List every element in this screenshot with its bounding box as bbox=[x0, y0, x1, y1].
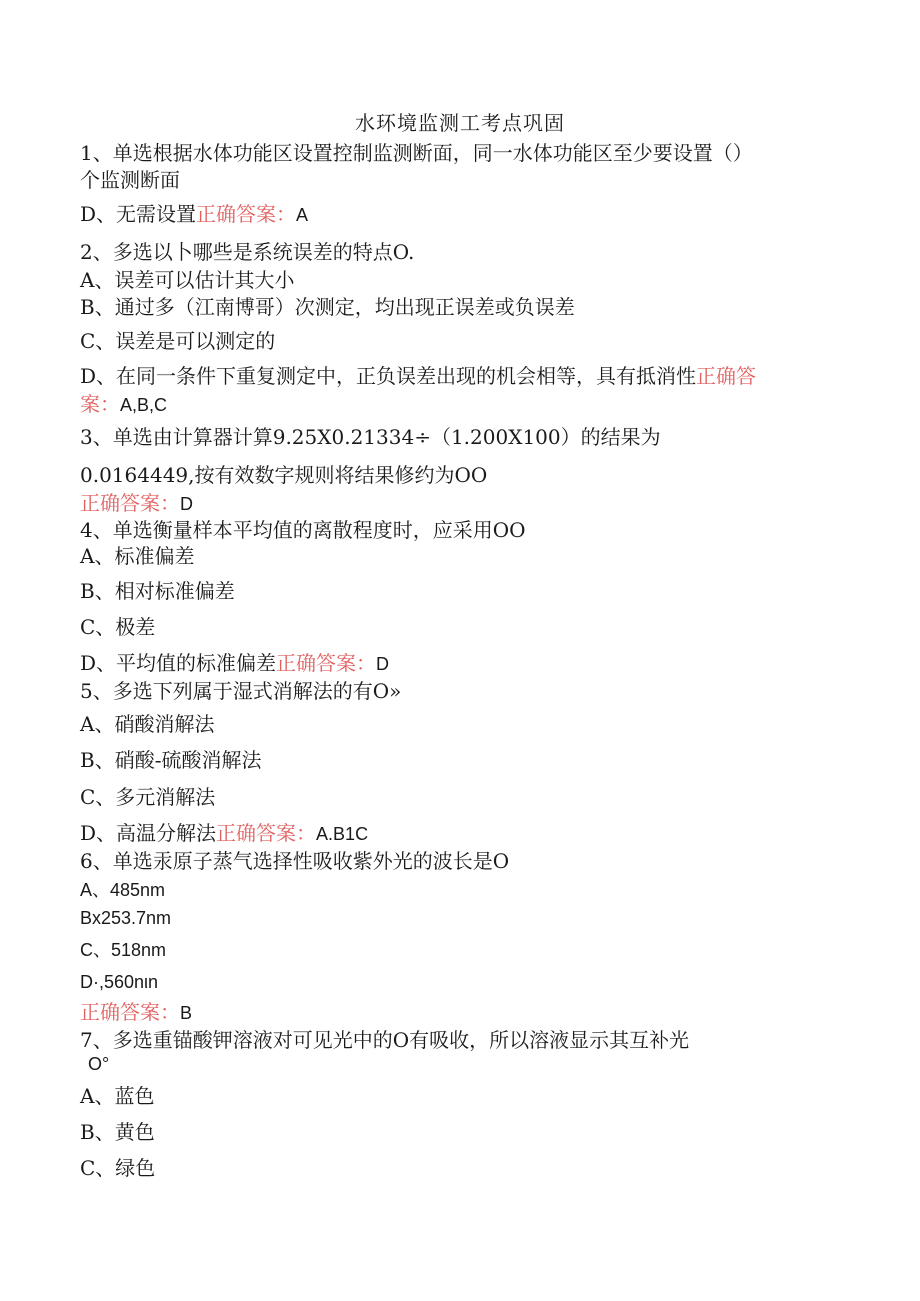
question-2-option-c: C、误差是可以测定的 bbox=[80, 329, 276, 353]
question-1-stem: 1、单选根据水体功能区设置控制监测断面，同一水体功能区至少要设置（） bbox=[80, 141, 753, 165]
answer-value: A,B,C bbox=[120, 395, 168, 415]
question-2-stem: 2、多选以卜哪些是系统误差的特点O. bbox=[80, 240, 415, 264]
answer-value: D bbox=[180, 494, 193, 514]
question-7-stem-cont: O° bbox=[88, 1054, 110, 1074]
question-5-option-a: A、硝酸消解法 bbox=[80, 712, 215, 736]
question-5-option-d bbox=[80, 820, 820, 848]
option-text: D、高温分解法 bbox=[80, 821, 217, 845]
question-6-option-b: Bx253.7nm bbox=[80, 908, 172, 928]
option-text: D、在同一条件下重复测定中，正负误差出现的机会相等，具有抵消性 bbox=[80, 364, 697, 388]
answer-label: 正确答案： bbox=[216, 821, 317, 845]
question-4-option-a: A、标准偏差 bbox=[80, 544, 195, 568]
question-6-option-a: A、485nm bbox=[80, 880, 166, 900]
answer-label-part2: 案： bbox=[80, 392, 120, 416]
question-3-answer bbox=[80, 490, 820, 518]
answer-value: D bbox=[376, 654, 390, 674]
question-7-option-b: B、黄色 bbox=[80, 1120, 155, 1144]
option-text: D、无需设置 bbox=[80, 202, 197, 226]
question-5-stem: 5、多选下列属于湿式消解法的有O» bbox=[80, 679, 402, 703]
question-6-stem: 6、单选汞原子蒸气选择性吸收紫外光的波长是O bbox=[80, 849, 510, 873]
answer-label: 正确答案： bbox=[276, 651, 377, 675]
question-4-stem: 4、单选衡量样本平均值的离散程度时，应采用OO bbox=[80, 518, 526, 542]
question-2-option-a: A、误差可以估计其大小 bbox=[80, 268, 295, 292]
question-5-option-c: C、多元消解法 bbox=[80, 785, 216, 809]
answer-label: 正确答案： bbox=[80, 491, 180, 515]
question-3-stem: 3、单选由计算器计算9.25X0.21334÷（1.200X100）的结果为 bbox=[80, 425, 661, 449]
answer-value: A bbox=[296, 205, 309, 225]
answer-label: 正确答案： bbox=[196, 202, 297, 226]
answer-label: 正确答案： bbox=[80, 1000, 180, 1024]
question-7-option-c: C、绿色 bbox=[80, 1156, 156, 1180]
answer-value: B bbox=[180, 1003, 193, 1023]
question-4-option-c: C、极差 bbox=[80, 615, 156, 639]
question-6-option-d: D·,560nιn bbox=[80, 972, 159, 992]
question-2-option-b: B、通过多（江南博哥）次测定，均出现正误差或负误差 bbox=[80, 295, 575, 319]
question-3-stem-cont: 0.0164449,按有效数字规则将结果修约为OO bbox=[80, 463, 488, 487]
question-4-option-d bbox=[80, 650, 820, 678]
page-title: 水环境监测工考点巩固 bbox=[355, 111, 565, 135]
question-4-option-b: B、相对标准偏差 bbox=[80, 579, 235, 603]
question-5-option-b: B、硝酸-硫酸消解法 bbox=[80, 748, 262, 772]
question-7-option-a: A、蓝色 bbox=[80, 1084, 155, 1108]
question-7-stem: 7、多选重锚酸钾溶液对可见光中的O有吸收，所以溶液显示其互补光 bbox=[80, 1028, 690, 1052]
option-text: D、平均值的标准偏差 bbox=[80, 651, 277, 675]
answer-value: A.B1C bbox=[316, 824, 369, 844]
answer-label-part1: 正确答 bbox=[696, 364, 757, 388]
question-2-answer bbox=[80, 391, 820, 419]
question-6-option-c: C、518nm bbox=[80, 940, 167, 960]
question-6-answer bbox=[80, 999, 820, 1027]
question-1-stem-cont: 个监测断面 bbox=[80, 168, 180, 192]
question-2-option-d bbox=[80, 363, 820, 390]
question-1-option-d bbox=[80, 201, 820, 229]
